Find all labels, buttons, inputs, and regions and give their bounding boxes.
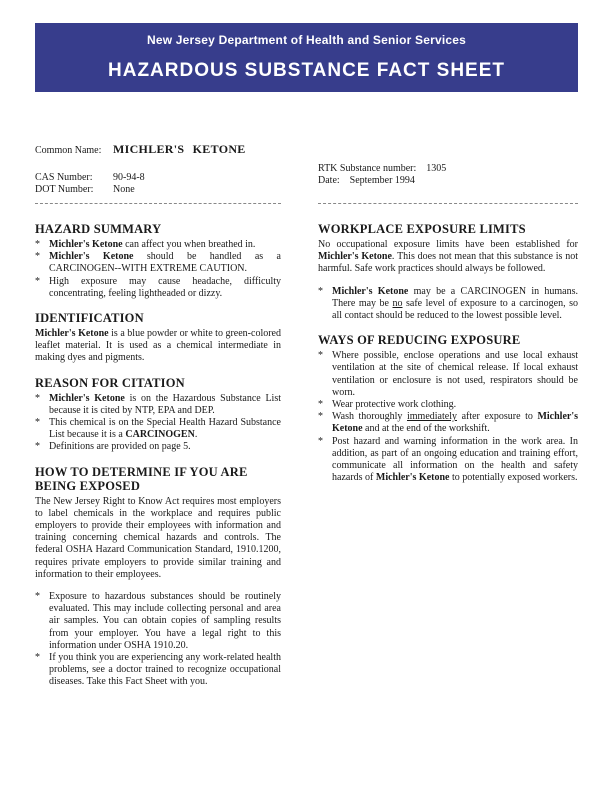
bullet-marker: * bbox=[318, 435, 323, 447]
text-segment: Michler's Ketone bbox=[332, 285, 409, 297]
text-segment: This chemical is on the Special Health Hazard Substance List because it is a bbox=[49, 417, 281, 441]
section bbox=[35, 311, 281, 365]
bullet-item bbox=[35, 251, 281, 275]
rtk-number-value: 1305 bbox=[426, 163, 447, 174]
common-name-value: MICHLER'S KETONE bbox=[113, 142, 246, 156]
divider-right bbox=[318, 203, 578, 204]
bullet-text bbox=[49, 239, 281, 251]
text-segment: The New Jersey Right to Know Act requires most employers to label chemicals in the workplace and requires public employers to provide their employees with information and training concerning chemical hazards and controls. The federal OSHA Hazard Communication Standard, 1910.1200, requires private employers to provide similar training and information to their employees. bbox=[35, 495, 281, 580]
text-segment: is on the Hazardous Substance List because it is cited by NTP, EPA and DEP. bbox=[49, 392, 281, 416]
bullet-item bbox=[318, 399, 578, 411]
left-column bbox=[35, 222, 281, 689]
section bbox=[35, 376, 281, 454]
text-segment: . bbox=[194, 429, 198, 441]
bullet-marker: * bbox=[35, 251, 40, 263]
text-segment: Michler's Ketone bbox=[35, 328, 109, 340]
bullet-marker: * bbox=[35, 275, 40, 287]
dot-number-label: DOT Number: bbox=[35, 184, 94, 195]
dot-number-value: None bbox=[113, 184, 135, 195]
bullet-marker: * bbox=[318, 399, 323, 411]
rtk-number-label: RTK Substance number: bbox=[318, 163, 417, 174]
dot-number-row bbox=[35, 184, 281, 196]
text-segment: can affect you when breathed in. bbox=[122, 239, 256, 250]
text-segment: Wear protective work clothing. bbox=[332, 399, 457, 411]
bullet-item bbox=[318, 350, 578, 399]
bullet-item bbox=[35, 591, 281, 652]
right-column bbox=[318, 222, 578, 689]
date-value: September 1994 bbox=[349, 175, 415, 186]
text-segment: Michler's Ketone bbox=[332, 411, 578, 435]
text-segment: to potentially exposed workers. bbox=[449, 472, 578, 484]
section bbox=[318, 333, 578, 484]
bullet-item bbox=[35, 239, 281, 251]
text-segment: Michler's Ketone bbox=[49, 239, 123, 250]
common-name-label: Common Name: bbox=[35, 145, 102, 156]
text-segment: Definitions are provided on page 5. bbox=[49, 441, 191, 453]
bullet-item bbox=[35, 652, 281, 689]
section-heading: WORKPLACE EXPOSURE LIMITS bbox=[318, 222, 526, 236]
bullet-marker: * bbox=[318, 285, 323, 297]
bullet-text bbox=[49, 393, 281, 417]
date-row bbox=[318, 175, 578, 187]
bullet-text bbox=[49, 251, 281, 275]
bullet-item bbox=[318, 411, 578, 435]
substance-identity-block bbox=[35, 143, 281, 196]
text-segment: and at the end of the workshift. bbox=[362, 423, 490, 435]
text-segment: Post hazard and warning information in the work area. In addition, as part of an ongoing education and training effort, communicate all information on the health and safety hazards of bbox=[332, 435, 578, 484]
bullet-item bbox=[35, 276, 281, 300]
text-segment: Michler's Ketone bbox=[318, 251, 392, 263]
text-segment: Wash thoroughly bbox=[332, 411, 407, 423]
bullet-text bbox=[49, 652, 281, 689]
bullet-text bbox=[332, 436, 578, 485]
bullet-marker: * bbox=[318, 411, 323, 423]
text-segment: High exposure may cause headache, difficulty concentrating, feeling lightheaded or dizzy. bbox=[49, 275, 281, 299]
common-name-row bbox=[35, 143, 281, 157]
section-heading: IDENTIFICATION bbox=[35, 311, 144, 326]
bullet-marker: * bbox=[35, 652, 40, 664]
section-heading: HAZARD SUMMARY bbox=[35, 222, 162, 236]
rtk-block bbox=[318, 163, 578, 187]
text-segment: should be handled as a CARCINOGEN--WITH EXTREME CAUTION. bbox=[49, 251, 281, 275]
bullet-text bbox=[49, 417, 281, 441]
bullet-text bbox=[49, 276, 281, 300]
bullet-marker: * bbox=[35, 441, 40, 453]
bullet-text bbox=[332, 350, 578, 399]
text-segment: Where possible, enclose operations and use local exhaust ventilation at the site of chemical release. If local exhaust ventilation or enclosure is not used, respirators should be worn. bbox=[332, 350, 578, 398]
text-segment: . This does not mean that this substance is not harmful. Safe work practices should always be followed. bbox=[318, 251, 578, 275]
bullet-text bbox=[332, 286, 578, 323]
date-label: Date: bbox=[318, 175, 340, 186]
text-segment: immediately bbox=[407, 411, 457, 423]
bullet-item bbox=[35, 393, 281, 417]
text-segment: If you think you are experiencing any work-related health problems, see a doctor trained to recognize occupational diseases. Take this Fact Sheet with you. bbox=[49, 652, 281, 688]
bullet-marker: * bbox=[318, 350, 323, 362]
text-segment: may be a CARCINOGEN in humans. There may be bbox=[332, 285, 578, 309]
paragraph bbox=[35, 328, 281, 365]
text-segment: Michler's Ketone bbox=[49, 392, 125, 404]
text-segment: Exposure to hazardous substances should be routinely evaluated. This may include collecting personal and area air samples. You can obtain copies of sampling results from your employer. You have a legal right to this information under OSHA 1910.20. bbox=[49, 591, 281, 651]
rtk-number-row bbox=[318, 163, 578, 175]
section-heading: REASON FOR CITATION bbox=[35, 375, 185, 390]
bullet-text bbox=[332, 399, 578, 411]
cas-number-value: 90-94-8 bbox=[113, 172, 145, 183]
section-heading: HOW TO DETERMINE IF YOU ARE BEING EXPOSED bbox=[35, 464, 248, 493]
text-segment: No occupational exposure limits have been established for bbox=[318, 239, 578, 250]
cas-number-label: CAS Number: bbox=[35, 172, 93, 183]
bullet-marker: * bbox=[35, 417, 40, 429]
bullet-marker: * bbox=[35, 239, 40, 250]
bullet-item bbox=[318, 286, 578, 323]
text-segment: no bbox=[392, 297, 403, 309]
text-segment: CARCINOGEN bbox=[125, 429, 195, 441]
text-segment: safe level of exposure to a carcinogen, so all contact should be reduced to the lowest possible level. bbox=[332, 297, 578, 322]
header-banner bbox=[35, 23, 578, 92]
body-columns bbox=[35, 222, 578, 689]
bullet-text bbox=[332, 411, 578, 435]
section bbox=[35, 222, 281, 300]
text-segment: Michler's Ketone bbox=[49, 251, 134, 263]
cas-number-row bbox=[35, 172, 281, 184]
page-title: HAZARDOUS SUBSTANCE FACT SHEET bbox=[108, 60, 505, 81]
divider-left bbox=[35, 203, 281, 204]
bullet-text bbox=[49, 591, 281, 652]
paragraph bbox=[318, 239, 578, 276]
paragraph bbox=[35, 496, 281, 581]
section bbox=[318, 222, 578, 322]
text-segment: Michler's Ketone bbox=[375, 472, 450, 484]
bullet-marker: * bbox=[35, 392, 40, 404]
bullet-marker: * bbox=[35, 591, 40, 603]
text-segment: after exposure to bbox=[457, 411, 538, 423]
section-heading: WAYS OF REDUCING EXPOSURE bbox=[318, 333, 521, 348]
bullet-item bbox=[35, 441, 281, 453]
bullet-text bbox=[49, 441, 281, 453]
agency-name: New Jersey Department of Health and Senior Services bbox=[147, 33, 466, 47]
text-segment: is a blue powder or white to green-colored leaflet material. It is used as a chemical intermediate in making dyes and pigments. bbox=[35, 328, 281, 364]
section bbox=[35, 465, 281, 689]
bullet-item bbox=[318, 436, 578, 485]
bullet-item bbox=[35, 417, 281, 441]
